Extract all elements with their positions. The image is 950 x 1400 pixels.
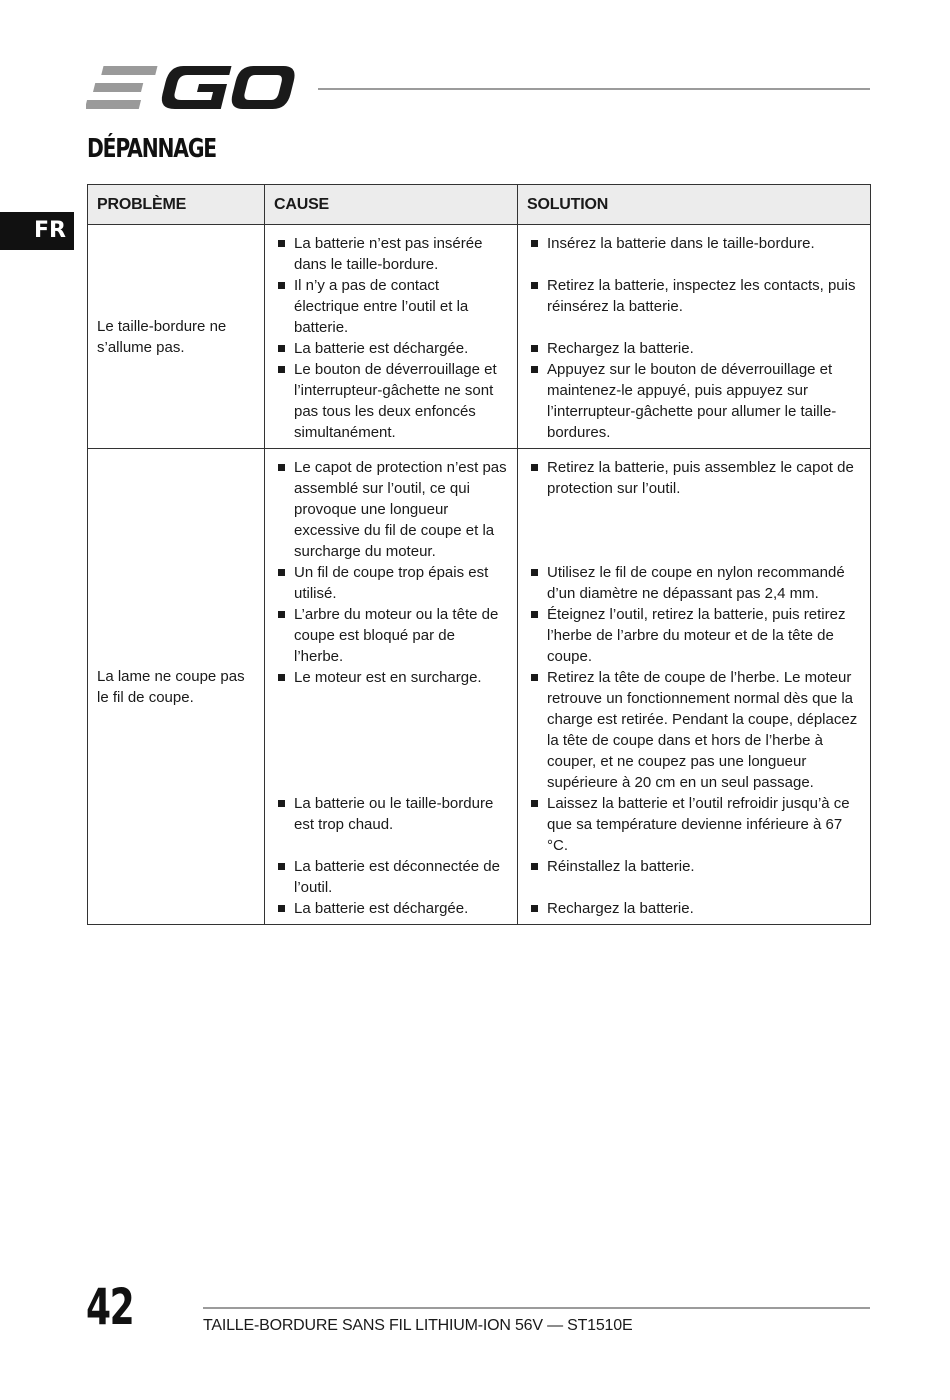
table-row	[88, 225, 871, 276]
cause-item: La batterie est déchargée.	[274, 338, 508, 359]
page-number: 42	[86, 1278, 134, 1336]
solution-item: Retirez la batterie, puis assemblez le capot de protection sur l’outil.	[527, 457, 861, 499]
problem-cell: Le taille-bordure ne s’allume pas.	[88, 225, 265, 449]
solution-item: Retirez la tête de coupe de l’herbe. Le moteur retrouve un fonctionnement normal dès que la charge est retirée. Pendant la coupe, déplacez la tête de coupe dans et hors de l’herbe à couper, et ne coupez pas une longueur supérieure à 20 cm en un seul passage.	[527, 667, 861, 793]
solution-item: Retirez la batterie, inspectez les contacts, puis réinsérez la batterie.	[527, 275, 861, 317]
table-row	[88, 449, 871, 563]
header-problem: PROBLÈME	[88, 185, 265, 225]
footer-product-title: TAILLE-BORDURE SANS FIL LITHIUM-ION 56V — ST1510E	[203, 1317, 633, 1334]
solution-item: Réinstallez la batterie.	[527, 856, 861, 877]
cause-item: Le bouton de déverrouillage et l’interrupteur-gâchette ne sont pas tous les deux enfoncés simultanément.	[274, 359, 508, 443]
page-title: DÉPANNAGE	[87, 134, 217, 164]
table-header-row	[88, 185, 871, 225]
footer-rule	[203, 1307, 870, 1309]
solution-item: Utilisez le fil de coupe en nylon recommandé d’un diamètre ne dépassant pas 2,4 mm.	[527, 562, 861, 604]
ego-logo	[86, 64, 298, 112]
cause-item: Le capot de protection n’est pas assemblé sur l’outil, ce qui provoque une longueur excessive du fil de coupe et la surcharge du moteur.	[274, 457, 508, 562]
troubleshooting-table	[87, 184, 871, 925]
cause-item: La batterie n’est pas insérée dans le taille-bordure.	[274, 233, 508, 275]
cause-item: Il n’y a pas de contact électrique entre l’outil et la batterie.	[274, 275, 508, 338]
cause-item: La batterie est déchargée.	[274, 898, 508, 919]
cause-item: L’arbre du moteur ou la tête de coupe est bloqué par de l’herbe.	[274, 604, 508, 667]
solution-item: Appuyez sur le bouton de déverrouillage et maintenez-le appuyé, puis appuyez sur l’interrupteur-gâchette pour allumer le taille-bordures.	[527, 359, 861, 443]
cause-item: Un fil de coupe trop épais est utilisé.	[274, 562, 508, 604]
solution-item: Insérez la batterie dans le taille-bordure.	[527, 233, 861, 254]
solution-item: Laissez la batterie et l’outil refroidir jusqu’à ce que sa température devienne inférieure à 67 °C.	[527, 793, 861, 856]
cause-item: La batterie est déconnectée de l’outil.	[274, 856, 508, 898]
solution-item: Rechargez la batterie.	[527, 898, 861, 919]
header-solution: SOLUTION	[518, 185, 871, 225]
cause-item: Le moteur est en surcharge.	[274, 667, 508, 688]
language-tab: FR	[0, 212, 74, 250]
header-cause: CAUSE	[265, 185, 518, 225]
header-rule	[318, 88, 870, 90]
problem-cell: La lame ne coupe pas le fil de coupe.	[88, 449, 265, 925]
solution-item: Rechargez la batterie.	[527, 338, 861, 359]
solution-item: Éteignez l’outil, retirez la batterie, puis retirez l’herbe de l’arbre du moteur et de la tête de coupe.	[527, 604, 861, 667]
cause-item: La batterie ou le taille-bordure est trop chaud.	[274, 793, 508, 835]
